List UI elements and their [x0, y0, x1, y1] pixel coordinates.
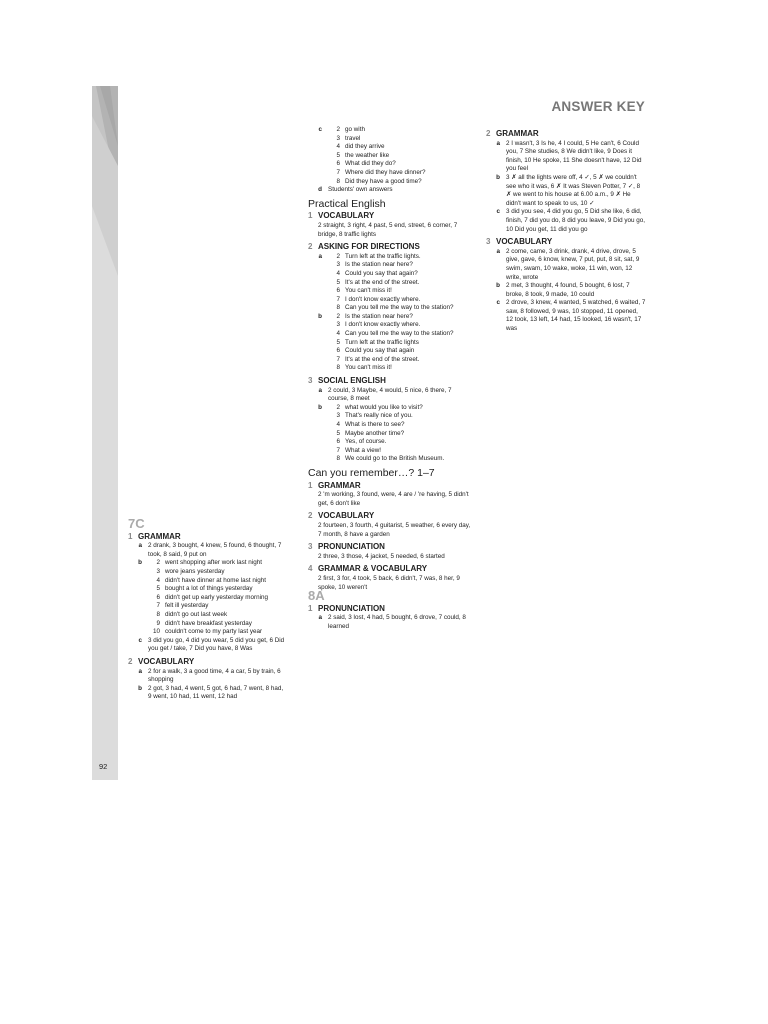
line-number: 7: [336, 446, 340, 454]
line-number: 2: [336, 312, 340, 320]
answer-text: 2 for a walk, 3 a good time, 4 a car, 5 by train, 6 shopping: [148, 667, 281, 684]
line-number: 10: [152, 628, 160, 636]
line-text: What did they do?: [345, 160, 396, 168]
answer-line: [328, 330, 473, 339]
answer-line: [328, 412, 473, 421]
line-text: Could you say that again: [345, 347, 415, 355]
answer-line: [148, 611, 288, 620]
answer-line: [328, 455, 473, 464]
answer-item: [308, 186, 473, 195]
answer-text: 2 'm working, 3 found, were, 4 are / 're having, 5 didn't get, 6 don't like: [318, 491, 469, 507]
answer-text: 2 could, 3 Maybe, 4 would, 5 nice, 6 there, 7 course, 8 meet: [328, 386, 452, 403]
line-number: 6: [336, 160, 340, 168]
answer-line: [328, 347, 473, 356]
exercise-label: VOCABULARY: [496, 237, 553, 247]
line-text: You can't miss it!: [345, 364, 392, 372]
item-letter: a: [318, 386, 322, 394]
exercise-number: 3: [486, 237, 491, 247]
exercise-heading: [486, 130, 646, 139]
section-title: Can you remember…? 1–7: [308, 466, 435, 479]
line-number: 6: [156, 593, 160, 601]
answer-column-right: [486, 126, 646, 334]
line-text: Yes, of course.: [345, 438, 387, 446]
answer-text: 2 said, 3 lost, 4 had, 5 bought, 6 drove, 7 could, 8 learned: [328, 614, 466, 630]
exercise-heading: [308, 212, 473, 221]
line-text: It's at the end of the street.: [345, 278, 420, 286]
exercise-number: 4: [308, 564, 313, 574]
exercise-heading: [486, 238, 646, 247]
exercise-label: SOCIAL ENGLISH: [318, 376, 386, 386]
answer-line: [328, 126, 473, 135]
answer-text: 2 drank, 3 bought, 4 knew, 5 found, 6 thought, 7 took, 8 said, 9 put on: [148, 542, 282, 558]
item-letter: b: [138, 684, 142, 692]
line-number: 2: [336, 126, 340, 133]
line-number: 3: [336, 261, 340, 269]
line-number: 3: [336, 412, 340, 420]
answer-item: [128, 685, 288, 702]
answer-item: [308, 614, 473, 631]
answer-text: 3 did you see, 4 did you go, 5 Did she like, 6 did, finish, 7 did you do, 8 did you leave, 9 Did you go, 10 Did you get, 11 did you go: [506, 208, 645, 233]
exercise-heading: [308, 512, 473, 521]
item-letter: a: [496, 247, 500, 255]
item-letter: c: [138, 636, 142, 644]
line-text: went shopping after work last night: [165, 559, 262, 567]
answer-line: [328, 356, 473, 365]
fan-decoration: [92, 86, 152, 286]
answer-line: [328, 270, 473, 279]
answer-line: [328, 296, 473, 305]
answer-line: [328, 421, 473, 430]
line-number: 5: [336, 429, 340, 437]
line-number: 3: [336, 321, 340, 329]
line-number: 3: [156, 567, 160, 575]
item-letter: b: [138, 559, 142, 567]
answer-item: [128, 542, 288, 559]
line-text: You can't miss it!: [345, 287, 392, 295]
exercise-number: 1: [308, 211, 313, 221]
answer-item: [486, 248, 646, 282]
exercise-label: VOCABULARY: [318, 511, 375, 521]
line-number: 5: [336, 151, 340, 159]
answer-text: 2 got, 3 had, 4 went, 5 got, 6 had, 7 went, 8 had, 9 went, 10 had, 11 went, 12 had: [148, 684, 284, 701]
line-number: 7: [156, 602, 160, 610]
answer-line: [328, 253, 473, 262]
line-number: 4: [336, 143, 340, 151]
answer-line: [328, 313, 473, 322]
answer-list: [148, 559, 288, 636]
line-number: 7: [336, 355, 340, 363]
answer-text: 2 met, 3 thought, 4 found, 5 bought, 6 lost, 7 broke, 8 took, 9 made, 10 could: [506, 282, 630, 298]
line-text: the weather like: [345, 151, 390, 159]
line-text: We could go to the British Museum.: [345, 455, 445, 463]
answer-text: 2 first, 3 for, 4 took, 5 back, 6 didn't, 7 was, 8 her, 9 spoke, 10 weren't: [318, 574, 460, 591]
line-number: 5: [156, 585, 160, 593]
line-number: 6: [336, 347, 340, 355]
item-letter: b: [496, 282, 500, 290]
item-letter: c: [496, 208, 500, 216]
line-text: It's at the end of the street.: [345, 355, 420, 363]
line-text: couldn't come to my party last year: [165, 628, 263, 636]
line-number: 7: [336, 295, 340, 303]
answer-line: [328, 178, 473, 187]
answer-line: [328, 261, 473, 270]
answer-list: [328, 313, 473, 373]
line-text: Maybe another time?: [345, 429, 405, 437]
page-header-title: ANSWER KEY: [551, 99, 645, 114]
exercise-heading: [308, 565, 473, 574]
line-text: did they arrive: [345, 143, 385, 151]
answer-line: [328, 279, 473, 288]
exercise-heading: [128, 658, 288, 667]
line-text: wore jeans yesterday: [165, 567, 225, 575]
answer-line: [328, 152, 473, 161]
exercise-heading: [308, 243, 473, 252]
line-number: 9: [156, 619, 160, 627]
line-text: Turn left at the traffic lights: [345, 338, 419, 346]
exercise-heading: [308, 543, 473, 552]
answer-line: [328, 321, 473, 330]
item-letter: a: [138, 542, 142, 550]
item-letter: a: [496, 139, 500, 147]
line-number: 4: [336, 421, 340, 428]
line-number: 6: [336, 438, 340, 446]
exercise-label: ASKING FOR DIRECTIONS: [318, 242, 420, 252]
answer-item: [486, 208, 646, 234]
line-number: 4: [336, 330, 340, 338]
line-text: Could you say that again?: [345, 269, 418, 277]
exercise-label: VOCABULARY: [138, 656, 195, 666]
line-text: Can you tell me the way to the station?: [345, 304, 454, 312]
answer-line: [328, 364, 473, 373]
exercise-label: PRONUNCIATION: [318, 603, 385, 613]
line-number: 5: [336, 278, 340, 286]
answer-item: [486, 174, 646, 208]
unit-heading: 8A: [308, 588, 325, 604]
answer-line: [148, 559, 288, 568]
line-text: That's really nice of you.: [345, 412, 413, 420]
exercise-heading: [308, 482, 473, 491]
answer-item: [128, 668, 288, 685]
exercise-label: GRAMMAR: [496, 129, 539, 138]
answer-text: 2 straight, 3 right, 4 past, 5 end, street, 6 corner, 7 bridge, 8 traffic lights: [318, 221, 458, 238]
line-number: 6: [336, 287, 340, 295]
answer-line: [148, 594, 288, 603]
line-number: 2: [336, 403, 340, 411]
answer-line: [328, 304, 473, 313]
exercise-label: PRONUNCIATION: [318, 542, 385, 552]
answer-line: [328, 447, 473, 456]
exercise-label: GRAMMAR: [318, 480, 361, 490]
answer-item: [486, 299, 646, 333]
exercise-number: 1: [128, 531, 133, 541]
line-number: 4: [156, 576, 160, 584]
answer-text: Students' own answers: [328, 186, 393, 194]
line-text: Can you tell me the way to the station?: [345, 330, 454, 338]
item-letter: a: [138, 667, 142, 675]
answer-line: [148, 628, 288, 637]
exercise-heading: [128, 533, 288, 542]
answer-column-middle: [308, 126, 473, 631]
page-number: 92: [99, 762, 108, 771]
line-text: bought a lot of things yesterday: [165, 585, 253, 593]
line-text: What a view!: [345, 446, 382, 454]
item-letter: c: [496, 299, 500, 307]
answer-line: [328, 169, 473, 178]
line-number: 8: [156, 610, 160, 618]
answer-item: [486, 282, 646, 299]
line-number: 2: [156, 559, 160, 567]
line-text: Turn left at the traffic lights.: [345, 252, 421, 260]
line-text: Is the station near here?: [345, 312, 413, 320]
answer-line: [328, 438, 473, 447]
line-text: didn't go out last week: [165, 610, 228, 618]
answer-line: [328, 135, 473, 144]
line-number: 8: [336, 455, 340, 463]
exercise-number: 3: [308, 376, 313, 386]
exercise-label: VOCABULARY: [318, 211, 375, 221]
item-letter: b: [496, 173, 500, 181]
line-text: go with: [345, 126, 365, 133]
answer-text: 2 come, came, 3 drink, drank, 4 drive, drove, 5 give, gave, 6 know, knew, 7 put, put, 8 sit, sat, 9 swim, swam, 10 wake, woke, 11 win, won, 12 write, wrote: [506, 247, 640, 281]
exercise-number: 2: [128, 656, 133, 666]
line-text: What is there to see?: [345, 421, 405, 428]
unit-heading: 7C: [128, 516, 145, 531]
line-text: didn't have breakfast yesterday: [165, 619, 252, 627]
answer-text: 2 I wasn't, 3 Is he, 4 I could, 5 He can't, 6 Could you, 7 She studies, 8 We didn't like, 9 Does it finish, 10 He spoke, 11 She doesn't have, 12 Did you feel: [506, 139, 642, 173]
answer-item: [128, 637, 288, 654]
exercise-label: GRAMMAR & VOCABULARY: [318, 564, 428, 574]
item-letter: c: [318, 126, 322, 133]
answer-text: 2 three, 3 those, 4 jacket, 5 needed, 6 started: [318, 552, 445, 560]
answer-line: [148, 602, 288, 611]
line-text: didn't get up early yesterday morning: [165, 593, 269, 601]
exercise-number: 3: [308, 542, 313, 552]
exercise-number: 2: [308, 242, 313, 252]
line-text: travel: [345, 134, 361, 142]
exercise-heading: [308, 605, 473, 614]
line-number: 3: [336, 134, 340, 142]
line-number: 5: [336, 338, 340, 346]
line-number: 8: [336, 177, 340, 185]
item-letter: d: [318, 186, 322, 194]
line-text: Did they have a good time?: [345, 177, 422, 185]
answer-line: [148, 577, 288, 586]
answer-item: [128, 559, 288, 636]
item-letter: a: [318, 252, 322, 260]
answer-line: [328, 430, 473, 439]
line-number: 8: [336, 364, 340, 372]
exercise-heading: [308, 377, 473, 386]
line-number: 4: [336, 269, 340, 277]
exercise-number: 2: [486, 129, 491, 138]
line-number: 7: [336, 168, 340, 176]
answer-line: [148, 620, 288, 629]
answer-line: [328, 287, 473, 296]
exercise-number: 1: [308, 603, 313, 613]
answer-item: [308, 313, 473, 373]
line-number: 2: [336, 252, 340, 260]
answer-text: 3 did you go, 4 did you wear, 5 did you get, 6 Did you get / take, 7 Did you have, 8 Was: [148, 636, 285, 653]
line-text: what would you like to visit?: [345, 403, 423, 411]
answer-item: [308, 404, 473, 464]
line-number: 8: [336, 304, 340, 312]
item-letter: a: [318, 614, 322, 622]
answer-column-left: [128, 516, 288, 702]
line-text: Is the station near here?: [345, 261, 413, 269]
answer-text: 3 ✗ all the lights were off, 4 ✓, 5 ✗ we couldn't see who it was, 6 ✗ It was Steven Potter, 7 ✓, 8 ✗ we went to his house at 6.00 a.m., 9 ✗ He didn't want to speak to us, 10 ✓: [506, 173, 641, 207]
exercise-number: 2: [308, 511, 313, 521]
item-letter: b: [318, 403, 322, 411]
answer-item: [308, 253, 473, 313]
answer-line: [328, 339, 473, 348]
answer-line: [148, 568, 288, 577]
answer-item: [486, 140, 646, 174]
answer-line: [328, 404, 473, 413]
line-text: I don't know exactly where.: [345, 321, 421, 329]
line-text: felt ill yesterday: [165, 602, 209, 610]
answer-line: [328, 160, 473, 169]
answer-list: [328, 404, 473, 464]
item-letter: b: [318, 312, 322, 320]
answer-text: 2 drove, 3 knew, 4 wanted, 5 watched, 6 waited, 7 saw, 8 followed, 9 was, 10 stopped, 11 opened, 12 took, 13 left, 14 had, 15 looked, 16 wasn't, 17 was: [506, 299, 646, 333]
exercise-number: 1: [308, 480, 313, 490]
line-text: Where did they have dinner?: [345, 168, 426, 176]
line-text: I don't know exactly where.: [345, 295, 421, 303]
answer-list: [328, 126, 473, 186]
answer-item: [308, 126, 473, 186]
line-text: didn't have dinner at home last night: [165, 576, 266, 584]
section-title: Practical English: [308, 197, 386, 210]
answer-list: [328, 253, 473, 313]
answer-line: [328, 143, 473, 152]
answer-text: 2 fourteen, 3 fourth, 4 guitarist, 5 weather, 6 every day, 7 month, 8 have a garden: [318, 521, 471, 538]
answer-item: [308, 387, 473, 404]
exercise-label: GRAMMAR: [138, 531, 181, 541]
answer-line: [148, 585, 288, 594]
